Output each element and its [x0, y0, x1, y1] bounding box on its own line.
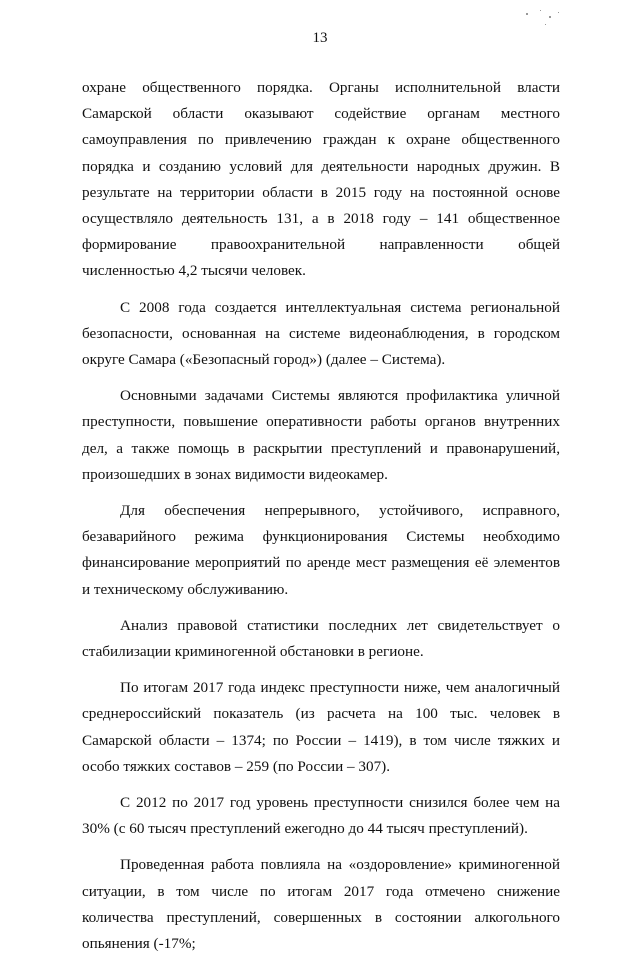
paragraph-1: охране общественного порядка. Органы исполнительной власти Самарской области оказывают содействие органам местного самоуправления по привлечению граждан к охране общественного порядка и созданию условий для деятельности народных дружин. В результате на территории области в 2015 году на постоянной основе осуществляло деятельность 131, а в 2018 году – 141 общественное формирование правоохранительной направленности общей численностью 4,2 тысячи человек.	[82, 79, 560, 280]
scan-speck	[549, 16, 551, 18]
paragraph-4: Для обеспечения непрерывного, устойчивого, исправного, безаварийного режима функционирования Системы необходимо финансирование мероприятий по аренде мест размещения её элементов и техническому обслуживанию.	[82, 502, 560, 598]
scan-speck	[545, 24, 546, 25]
scan-speck	[526, 13, 528, 15]
page-number: 13	[312, 30, 328, 46]
paragraph-7: С 2012 по 2017 год уровень преступности снизился более чем на 30% (с 60 тысяч преступлений ежегодно до 44 тысяч преступлений).	[82, 794, 560, 838]
scan-speck	[558, 12, 559, 13]
body-text	[82, 75, 560, 967]
paragraph-2: С 2008 года создается интеллектуальная система региональной безопасности, основанная на системе видеонаблюдения, в городском округе Самара («Безопасный город») (далее – Система).	[82, 298, 560, 369]
paragraph-5: Анализ правовой статистики последних лет свидетельствует о стабилизации криминогенной обстановки в регионе.	[82, 616, 560, 661]
paragraph-3: Основными задачами Системы являются профилактика уличной преступности, повышение оперативности работы органов внутренних дел, а также помощь в раскрытии преступлений и правонарушений, произошедших в зонах видимости видеокамер.	[82, 387, 560, 483]
paragraph-6: По итогам 2017 года индекс преступности ниже, чем аналогичный среднероссийский показатель (из расчета на 100 тыс. человек в Самарской области – 1374; по России – 1419), в том числе тяжких и особо тяжких составов – 259 (по России – 307).	[82, 679, 560, 775]
scan-speck	[540, 10, 541, 11]
paragraph-8: Проведенная работа повлияла на «оздоровление» криминогенной ситуации, в том числе по итогам 2017 года отмечено снижение количества преступлений, совершенных в состоянии алкогольного опьянения (-17%;	[82, 856, 560, 953]
